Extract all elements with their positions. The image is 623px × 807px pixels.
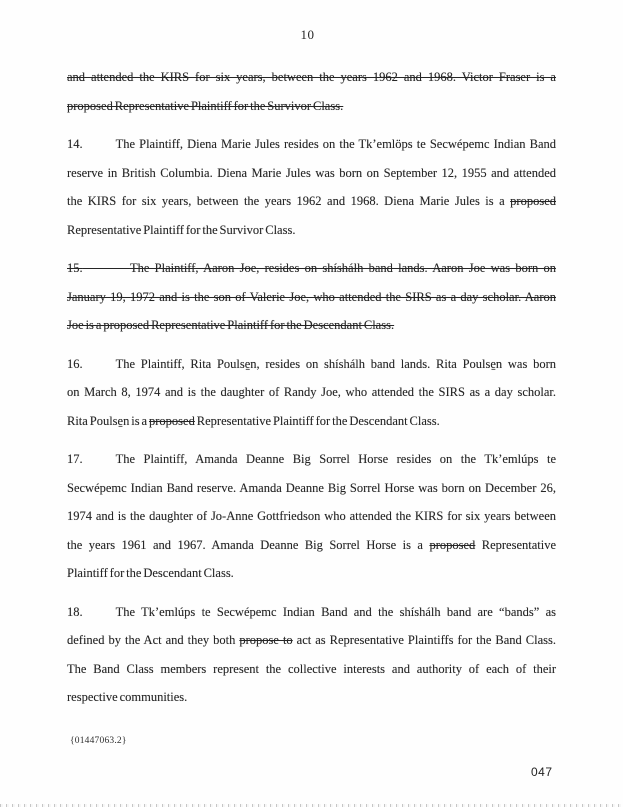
text-line bbox=[67, 445, 556, 474]
text-segment: the KIRS for six years, between the years 1962 and 1968. Diena Marie Jules is a bbox=[67, 194, 511, 208]
struck-text: propose to bbox=[239, 633, 293, 647]
text-segment: act as Representative Plaintiffs for the Band Class. bbox=[292, 633, 556, 647]
text-segment: Plaintiff for the Descendant Class. bbox=[67, 566, 234, 580]
struck-text: proposed bbox=[429, 537, 476, 552]
text-segment: Secwépemc Indian Band reserve. Amanda Deanne Big Sorrel Horse was born on December 26, bbox=[67, 480, 556, 495]
struck-text bbox=[83, 261, 130, 275]
text-segment: Representative Plaintiff for the Survivor Class. bbox=[67, 222, 296, 237]
text-line bbox=[67, 130, 556, 159]
text-segment: reserve in British Columbia. Diena Marie Jules was born on September 12, 1955 and attended bbox=[67, 165, 556, 180]
text-line bbox=[67, 254, 556, 283]
text-line bbox=[67, 311, 556, 340]
bates-stamp: 047 bbox=[531, 765, 553, 779]
text-segment: The Plaintiff, Amanda Deanne Big Sorrel Horse resides on the Tk’emlúps te bbox=[115, 452, 556, 466]
paragraph-number: 18. bbox=[67, 604, 83, 619]
text-segment: respective communities. bbox=[67, 690, 188, 704]
text-line bbox=[67, 187, 556, 216]
document-body bbox=[67, 63, 556, 712]
text-segment: defined by the Act and they both bbox=[67, 633, 240, 647]
para-14 bbox=[67, 130, 556, 244]
paragraph-number: 15. bbox=[67, 261, 83, 275]
text-line bbox=[67, 350, 556, 379]
para-carryover-struck bbox=[67, 63, 556, 120]
para-15-struck bbox=[67, 254, 556, 340]
text-line bbox=[67, 626, 556, 655]
text-segment: the years 1961 and 1967. Amanda Deanne Big Sorrel Horse is a bbox=[67, 537, 430, 552]
struck-text: January 19, 1972 and is the son of Valerie Joe, who attended the SIRS as a day scholar. Aaron bbox=[67, 289, 556, 304]
struck-text: Joe is a proposed Representative Plaintiff for the Descendant Class. bbox=[67, 318, 395, 332]
text-line bbox=[67, 474, 556, 503]
text-line bbox=[67, 655, 556, 684]
struck-text: The Plaintiff, Aaron Joe, resides on shíshálh band lands. Aaron Joe was born on bbox=[129, 261, 556, 275]
text-line bbox=[67, 407, 556, 436]
text-segment: The Band Class members represent the collective interests and authority of each of their bbox=[67, 661, 556, 676]
para-16 bbox=[67, 350, 556, 436]
paragraph-number: 17. bbox=[67, 452, 83, 466]
text-segment: The Plaintiff, Diena Marie Jules resides on the Tk’emlöps te Secwépemc Indian Band bbox=[115, 137, 556, 151]
doc-id-footer: {01447063.2} bbox=[70, 736, 127, 746]
text-line bbox=[67, 92, 556, 121]
text-line bbox=[67, 502, 556, 531]
text-line bbox=[67, 559, 556, 588]
text-segment: 1974 and is the daughter of Jo-Anne Gottfriedson who attended the KIRS for six years between bbox=[67, 509, 556, 523]
text-segment: on March 8, 1974 and is the daughter of Randy Joe, who attended the SIRS as a day scholar. bbox=[67, 385, 556, 399]
para-17 bbox=[67, 445, 556, 588]
paragraph-number: 16. bbox=[67, 356, 83, 371]
text-segment: Representative Plaintiff for the Descendant Class. bbox=[194, 413, 440, 428]
struck-text: and attended the KIRS for six years, between the years 1962 and 1968. Victor Fraser is a bbox=[67, 70, 556, 84]
text-line bbox=[67, 216, 556, 245]
page-number: 10 bbox=[300, 27, 315, 42]
text-line bbox=[67, 531, 556, 560]
text-segment: Rita Poulse̱n is a bbox=[67, 413, 150, 428]
text-segment: The Tk’emlúps te Secwépemc Indian Band and the shíshálh band are “bands” as bbox=[115, 604, 556, 619]
text-line bbox=[67, 159, 556, 188]
text-segment: The Plaintiff, Rita Poulse̱n, resides on shíshálh band lands. Rita Poulse̱n was born bbox=[115, 356, 556, 371]
text-line bbox=[67, 378, 556, 407]
text-line bbox=[67, 598, 556, 627]
text-line bbox=[67, 63, 556, 92]
text-segment: Representative bbox=[475, 537, 557, 552]
struck-text: proposed bbox=[510, 194, 556, 208]
paragraph-number: 14. bbox=[67, 137, 83, 151]
text-line bbox=[67, 283, 556, 312]
para-18 bbox=[67, 598, 556, 712]
struck-text: proposed Representative Plaintiff for the Survivor Class. bbox=[67, 98, 344, 113]
struck-text: proposed bbox=[149, 413, 195, 428]
text-line bbox=[67, 683, 556, 712]
